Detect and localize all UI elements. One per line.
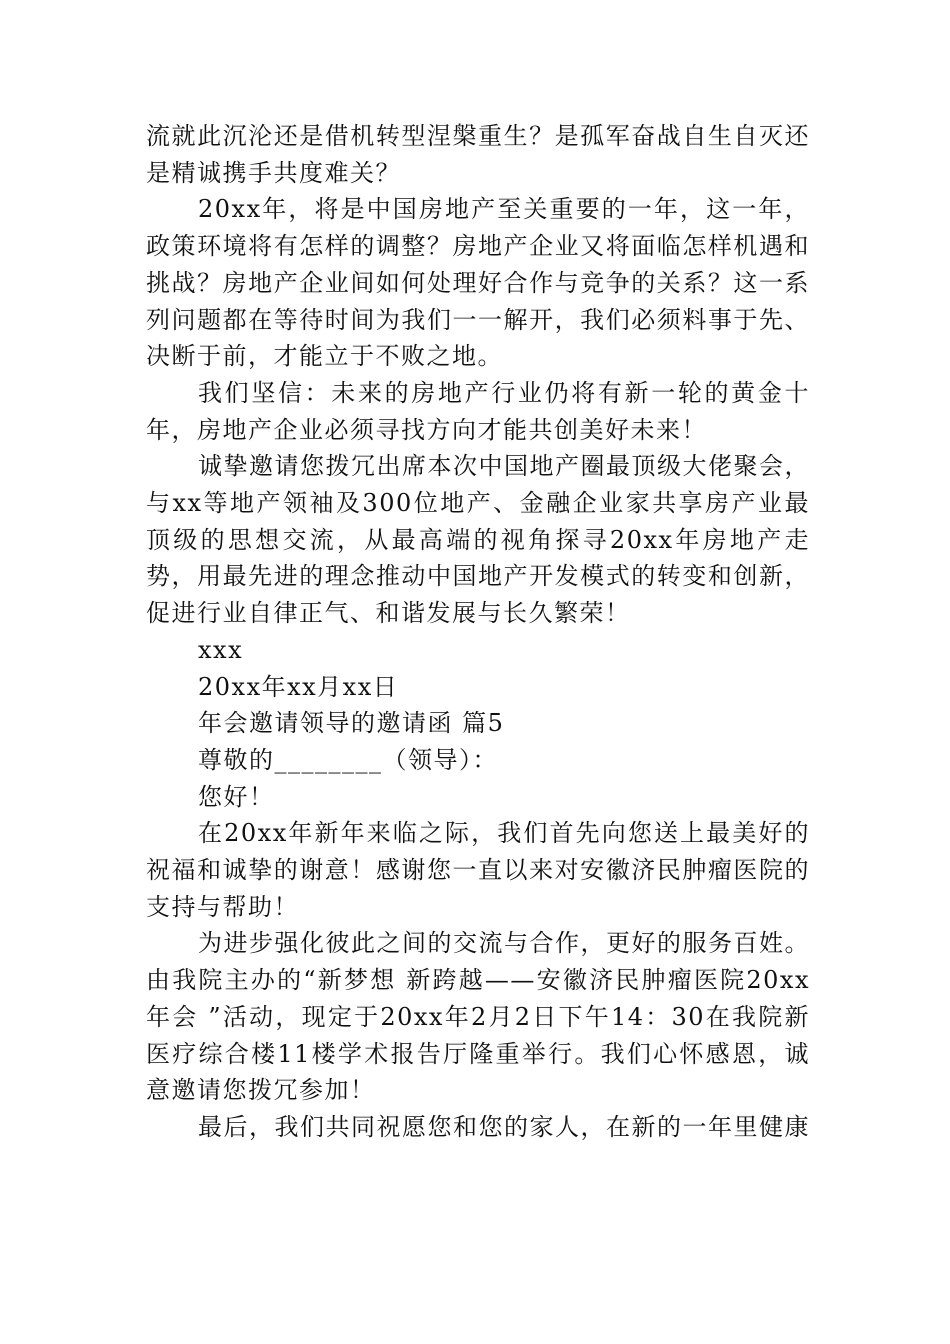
paragraph-event-details: 为进步强化彼此之间的交流与合作，更好的服务百姓。由我院主办的“新梦想 新跨越——安徽济民肿瘤医院20xx年会 ”活动，现定于20xx年2月2日下午14：30在我院新医疗综合楼11楼学术报告厅隆重举行。我们心怀感恩，诚意邀请您拨冗参加！: [146, 929, 810, 1105]
section-heading: 年会邀请领导的邀请函 篇5: [198, 709, 505, 738]
paragraph-policy-outlook: 20xx年，将是中国房地产至关重要的一年，这一年，政策环境将有怎样的调整？房地产企业又将面临怎样机遇和挑战？房地产企业间如何处理好合作与竞争的关系？这一系列问题都在等待时间为我们一一解开，我们必须料事于先、决断于前，才能立于不败之地。: [146, 195, 810, 371]
paragraph-invitation: 诚挚邀请您拨冗出席本次中国地产圈最顶级大佬聚会，与xx等地产领袖及300位地产、金融企业家共享房产业最顶级的思想交流，从最高端的视角探寻20xx年房地产走势，用最先进的理念推动中国地产开发模式的转变和创新，促进行业自律正气、和谐发展与长久繁荣！: [146, 452, 810, 628]
greeting: 您好！: [198, 782, 275, 811]
signature-name: xxx: [198, 635, 244, 664]
paragraph-new-year-thanks: 在20xx年新年来临之际，我们首先向您送上最美好的祝福和诚挚的谢意！感谢您一直以来对安徽济民肿瘤医院的支持与帮助！: [146, 819, 810, 921]
paragraph-continuation: 流就此沉沦还是借机转型涅槃重生？是孤军奋战自生自灭还是精诚携手共度难关？: [146, 122, 810, 187]
document-page: [146, 118, 810, 1146]
paragraph-belief: 我们坚信：未来的房地产行业仍将有新一轮的黄金十年，房地产企业必须寻找方向才能共创美好未来！: [146, 378, 810, 444]
salutation: 尊敬的________（领导）：: [198, 745, 498, 774]
signature-date: 20xx年xx月xx日: [198, 672, 399, 701]
paragraph-closing-wishes: 最后，我们共同祝愿您和您的家人，在新的一年里健康: [198, 1112, 810, 1141]
